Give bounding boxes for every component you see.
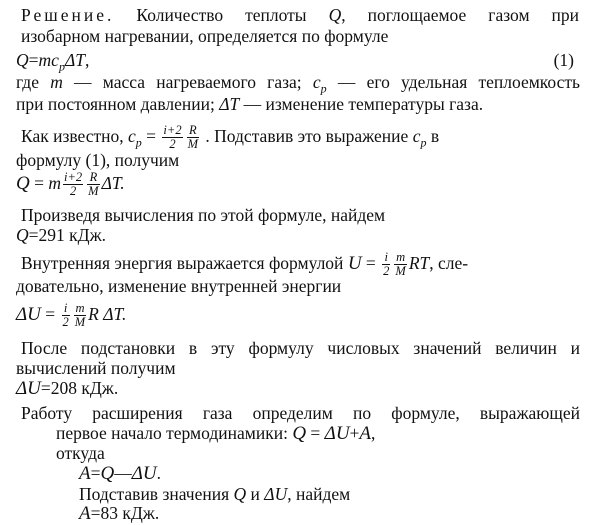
equation-number: (1) bbox=[553, 50, 574, 70]
line-4: где m — масса нагреваемого газа; $c_p$ — его удельная теплоемкость bbox=[16, 72, 580, 96]
line-11: Внутренняя энергия выражается формулой U = $\frac{i}{2}$ $\frac{m}{M}$ RT, сле- bbox=[21, 250, 469, 279]
line-9: Произведя вычисления по этой формуле, найдем bbox=[21, 205, 386, 225]
line-2: изобарном нагревании, определяется по формуле bbox=[21, 26, 389, 46]
result-q: Q=291 кДж. bbox=[16, 225, 107, 245]
line-5: при постоянном давлении; ΔT — изменение температуры газа. bbox=[16, 94, 484, 114]
line-14: После подстановки в эту формулу числовых значений величин и bbox=[21, 338, 580, 358]
formula-4: A=Q—ΔU. bbox=[79, 463, 161, 484]
formula-1: $Q=mc_p\Delta T$, (1) bbox=[16, 50, 574, 74]
line-12: довательно, изменение внутренней энергии bbox=[16, 276, 342, 296]
line-18: первое начало термодинамики: Q = ΔU+A, bbox=[56, 423, 376, 444]
line-17: Работу расширения газа определим по формуле, выражающей bbox=[21, 403, 580, 423]
solution-heading: Решение. bbox=[21, 5, 115, 25]
fraction: $\frac{m}{M}$ bbox=[395, 250, 406, 279]
fraction: $\frac{i+2}{2}$ bbox=[163, 123, 182, 152]
fraction: $\frac{R}{M}$ bbox=[187, 123, 199, 152]
fraction: $\frac{i+2}{2}$ bbox=[64, 170, 83, 199]
result-a: A=83 кДж. bbox=[79, 503, 160, 524]
formula-3: ΔU = $\frac{i}{2}$ $\frac{m}{M}$ R ΔT. bbox=[16, 301, 127, 330]
fraction: $\frac{R}{M}$ bbox=[88, 170, 99, 199]
line-6: Как известно, $c_p$ = $\frac{i+2}{2}$ $\frac{R}{M}$ . Подставив это выражение $c_p$ в bbox=[21, 123, 440, 152]
fraction: $\frac{i}{2}$ bbox=[62, 301, 69, 330]
formula-2: Q = m $\frac{i+2}{2}$ $\frac{R}{M}$ ΔT. bbox=[16, 170, 125, 199]
line-15: вычислений получим bbox=[16, 358, 176, 378]
line-19: откуда bbox=[56, 443, 105, 463]
line-1: Решение. Количество теплоты Q, поглощаемое газом при bbox=[21, 5, 579, 25]
line-21: Подставив значения Q и ΔU, найдем bbox=[79, 484, 351, 504]
result-du: ΔU=208 кДж. bbox=[16, 378, 119, 399]
fraction: $\frac{i}{2}$ bbox=[383, 250, 390, 279]
fraction: $\frac{m}{M}$ bbox=[74, 301, 86, 330]
line-7: формулу (1), получим bbox=[16, 150, 180, 170]
